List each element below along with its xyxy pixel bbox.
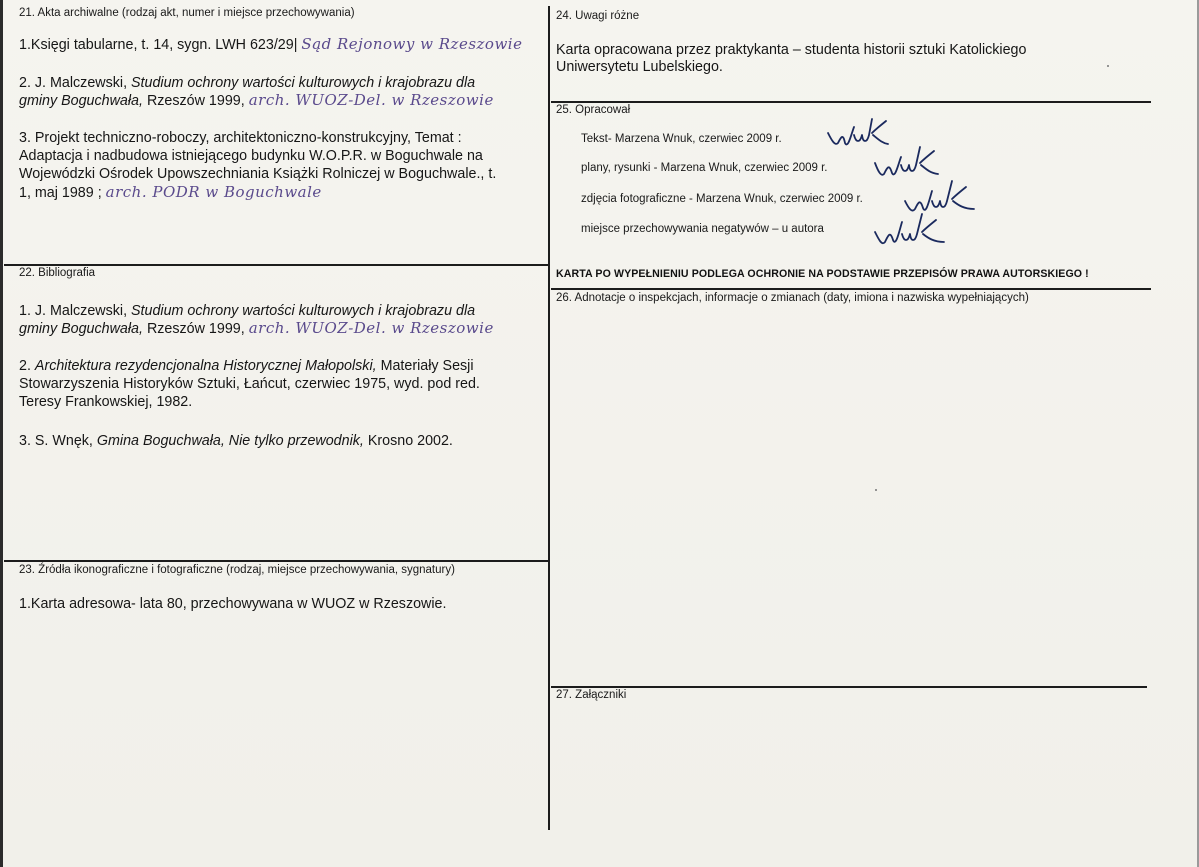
divider-22-23 xyxy=(4,560,548,562)
section-22-header: 22. Bibliografia xyxy=(19,267,96,279)
s24-line-2: Uniwersytetu Lubelskiego. xyxy=(556,59,723,75)
s22-item-1-line2: gminy Boguchwała, Rzeszów 1999, arch. WUOZ-Del. w Rzeszowie xyxy=(19,319,494,337)
s21-item-3-date: 1, maj 1989 xyxy=(19,185,94,201)
signature-4 xyxy=(872,212,946,252)
s21-item-1-handwritten: Sąd Rejonowy w Rzeszowie xyxy=(301,35,523,53)
s25-plany: plany, rysunki - Marzena Wnuk, czerwiec 2009 r. xyxy=(581,162,828,174)
s21-item-3-handwritten: arch. PODR w Boguchwale xyxy=(105,183,322,201)
s22-item-3 xyxy=(19,433,453,450)
section-21-header: 21. Akta archiwalne (rodzaj akt, numer i miejsce przechowywania) xyxy=(19,7,355,19)
s22-item-1-author: 1. J. Malczewski, xyxy=(19,303,132,319)
s21-item-2-title: Studium ochrony wartości kulturowych i krajobrazu dla xyxy=(131,75,476,91)
s22-item-3-title: Gmina Boguchwała, Nie tylko przewodnik, xyxy=(96,433,364,449)
s25-zdjecia: zdjęcia fotograficzne - Marzena Wnuk, czerwiec 2009 r. xyxy=(581,193,863,205)
section-25-header: 25. Opracował xyxy=(556,104,631,116)
section-26-header: 26. Adnotacje o inspekcjach, informacje o zmianach (daty, imiona i nazwiska wypełniających) xyxy=(556,292,1029,304)
s21-item-2-line1 xyxy=(19,75,475,92)
s22-item-1-title-end: gminy Boguchwała, xyxy=(19,321,143,337)
s21-item-2-line2: gminy Boguchwała, Rzeszów 1999, arch. WUOZ-Del. w Rzeszowie xyxy=(19,91,494,109)
s22-item-1-place: Rzeszów 1999 xyxy=(142,321,241,337)
paper-speck xyxy=(1107,65,1109,67)
s22-item-1-handwritten: arch. WUOZ-Del. w Rzeszowie xyxy=(248,319,494,337)
s21-item-2-author: 2. J. Malczewski, xyxy=(19,75,132,91)
s22-item-2-line3: Teresy Frankowskiej, 1982. xyxy=(19,394,193,410)
s21-item-2-title-end: gminy Boguchwała, xyxy=(19,93,143,109)
divider-25-26 xyxy=(551,288,1151,290)
s22-item-3-place: Krosno 2002. xyxy=(363,433,453,449)
column-divider xyxy=(548,6,550,830)
s21-item-3-line1: 3. Projekt techniczno-roboczy, architektoniczno-konstrukcyjny, Temat : xyxy=(19,130,462,146)
s25-tekst: Tekst- Marzena Wnuk, czerwiec 2009 r. xyxy=(581,133,782,145)
copyright-notice: KARTA PO WYPEŁNIENIU PODLEGA OCHRONIE NA PODSTAWIE PRZEPISÓW PRAWA AUTORSKIEGO ! xyxy=(556,268,1089,280)
divider-24-25 xyxy=(551,101,1151,103)
section-24-header: 24. Uwagi różne xyxy=(556,10,640,22)
s21-item-3-line3: Wojewódzki Ośrodek Upowszechniania Książki Rolniczej w Boguchwale., t. xyxy=(19,166,497,182)
s22-item-2-number: 2. xyxy=(19,358,35,374)
s22-item-2-publisher: Materiały Sesji xyxy=(376,358,474,374)
s25-negatywy: miejsce przechowywania negatywów – u autora xyxy=(581,223,824,235)
card-left-edge xyxy=(0,0,3,867)
s22-item-2-title: Architektura rezydencjonalna Historycznej Małopolski, xyxy=(34,358,377,374)
s21-item-2-place: Rzeszów 1999 xyxy=(142,93,241,109)
s21-item-1-text: 1.Księgi tabularne, t. 14, sygn. LWH 623/29 xyxy=(19,37,294,53)
s21-item-1: 1.Księgi tabularne, t. 14, sygn. LWH 623/29| Sąd Rejonowy w Rzeszowie xyxy=(19,35,523,53)
divider-21-22 xyxy=(4,264,548,266)
s22-item-2-line1 xyxy=(19,358,474,375)
s22-item-2-line2: Stowarzyszenia Historyków Sztuki, Łańcut, czerwiec 1975, wyd. pod red. xyxy=(19,376,480,392)
divider-26-27 xyxy=(551,686,1147,688)
s21-item-3-line2: Adaptacja i nadbudowa istniejącego budynku W.O.P.R. w Boguchwale na xyxy=(19,148,483,164)
s22-item-1-line1 xyxy=(19,303,475,320)
s22-item-3-author: 3. S. Wnęk, xyxy=(19,433,97,449)
s21-item-2-handwritten: arch. WUOZ-Del. w Rzeszowie xyxy=(248,91,494,109)
s21-item-3-line4: 1, maj 1989 ; arch. PODR w Boguchwale xyxy=(19,183,322,201)
s24-line-1: Karta opracowana przez praktykanta – studenta historii sztuki Katolickiego xyxy=(556,42,1027,58)
paper-speck xyxy=(875,489,877,491)
s23-item-1: 1.Karta adresowa- lata 80, przechowywana w WUOZ w Rzeszowie. xyxy=(19,596,447,612)
section-23-header: 23. Źródła ikonograficzne i fotograficzne (rodzaj, miejsce przechowywania, sygnatury) xyxy=(19,564,455,576)
s22-item-1-title: Studium ochrony wartości kulturowych i krajobrazu dla xyxy=(131,303,476,319)
section-27-header: 27. Załączniki xyxy=(556,689,627,701)
